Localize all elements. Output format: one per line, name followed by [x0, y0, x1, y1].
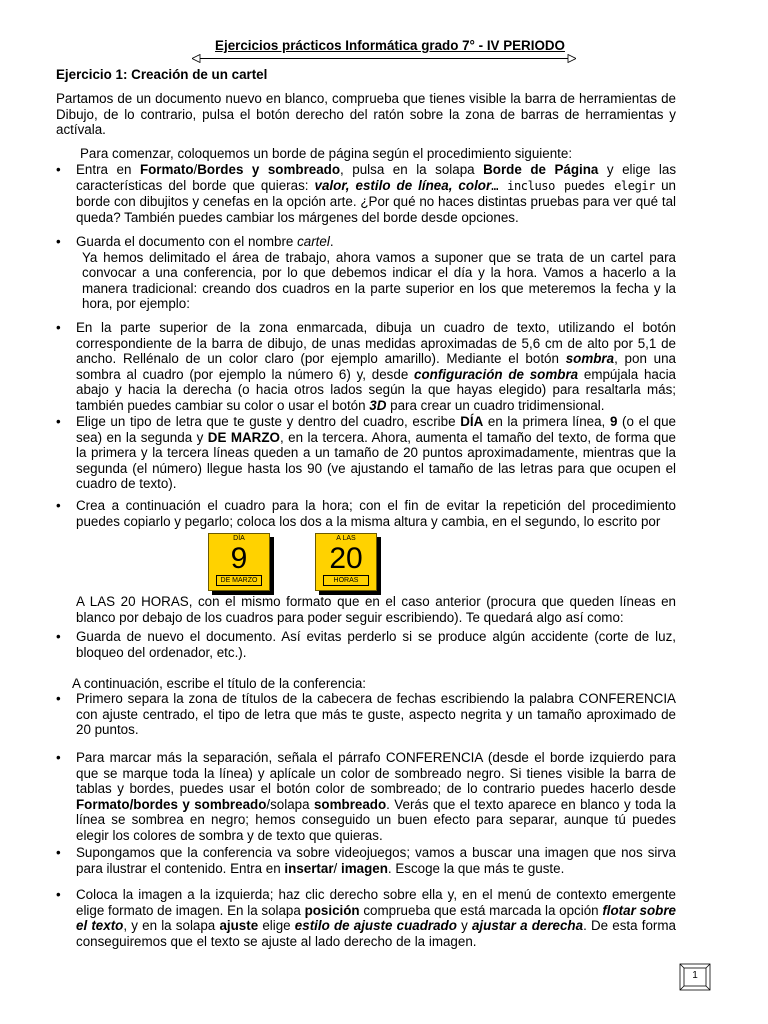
- after-boxes-paragraph: A LAS 20 HORAS, con el mismo formato que en el caso anterior (procura que queden líneas en blanco por debajo de los cuadros para poder seguir escribiendo). Te quedará algo así como:: [76, 594, 676, 625]
- list-item: [56, 414, 676, 492]
- bullet-icon: •: [56, 629, 61, 644]
- title-double-arrow: [192, 54, 576, 63]
- hour-box-bottom-label: HORAS: [323, 575, 369, 586]
- day-box: [208, 533, 270, 591]
- hour-box-number: 20: [329, 542, 363, 575]
- list-item-text: Entra en Formato/Bordes y sombreado, pulsa en la solapa Borde de Página y elige las características del borde que quieras: valor, estilo de línea, color… incluso puedes elegir un borde con dibujitos y cenefas en la opción arte. ¿Por qué no haces distintas pruebas para ver qué tal queda? También puedes cambiar los márgenes del borde desde opciones.: [76, 162, 677, 225]
- bullet-icon: •: [56, 320, 61, 335]
- hour-box-top-label: A LAS: [336, 535, 356, 542]
- bullet-icon: •: [56, 691, 61, 706]
- hour-box: [315, 533, 377, 591]
- list-item-text: Supongamos que la conferencia va sobre videojuegos; vamos a buscar una imagen que nos sirva para ilustrar el contenido. Entra en insertar/ imagen. Escoge la que más te guste.: [76, 845, 676, 876]
- list-item-text: En la parte superior de la zona enmarcada, dibuja un cuadro de texto, utilizando el botón correspondiente de la barra de dibujo, de unas medidas aproximadas de 5,6 cm de alto por 5,1 de ancho. Rellénalo de un color claro (por ejemplo amarillo). Mediante el botón sombra, pon una sombra al cuadro (por ejemplo la número 6) y, desde configuración de sombra empújala hacia abajo y hacia la derecha (o hacia otros lados según la que hayas elegido) para resaltarla más; también puedes cambiar su color o usar el botón 3D para crear un cuadro tridimensional.: [76, 320, 676, 413]
- document-title: Ejercicios prácticos Informática grado 7° - IV PERIODO: [215, 38, 565, 53]
- page-number: 1: [692, 970, 698, 981]
- lead-title-paragraph: A continuación, escribe el título de la conferencia:: [72, 676, 367, 691]
- list-item-text: Crea a continuación el cuadro para la hora; con el fin de evitar la repetición del procedimiento puedes copiarlo y pegarlo; coloca los dos a la misma altura y cambia, en el segundo, lo escrito por: [76, 498, 676, 529]
- list-item-text: Para marcar más la separación, señala el párrafo CONFERENCIA (desde el borde izquierdo para que se marque toda la línea) y aplícale un color de sombreado negro. Si tienes visible la barra de tablas y bordes, puedes usar el botón color de sombreado; de lo contrario puedes hacerlo desde Formato/bordes y sombreado/solapa sombreado. Verás que el texto aparece en blanco y toda la línea se sombrea en negro; hemos conseguido un buen efecto para separar, aunque tú puedes elegir los colores de sombra y de texto que quieras.: [76, 750, 676, 843]
- list-item-text: Primero separa la zona de títulos de la cabecera de fechas escribiendo la palabra CONFERENCIA con ajuste centrado, el tipo de letra que más te guste, aspecto negrita y un tamaño aproximado de 20 puntos.: [76, 691, 676, 738]
- list-item-text: Coloca la imagen a la izquierda; haz clic derecho sobre ella y, en el menú de contexto emergente elige formato de imagen. En la solapa posición comprueba que está marcada la opción flotar sobre el texto, y en la solapa ajuste elige estilo de ajuste cuadrado y ajustar a derecha. De esta forma conseguiremos que el texto se ajuste al lado derecho de la imagen.: [76, 887, 676, 949]
- list-item-text: Guarda el documento con el nombre cartel. Ya hemos delimitado el área de trabajo, ahora vamos a suponer que se trata de un cartel para convocar a una conferencia, por lo que debemos indicar el día y la hora. Vamos a hacerlo a la manera tradicional: creando dos cuadros en la parte superior en los que meteremos la fecha y la hora, por ejemplo:: [76, 234, 676, 312]
- bullet-icon: •: [56, 887, 61, 902]
- bullet-icon: •: [56, 845, 61, 860]
- exercise-title: Ejercicio 1: Creación de un cartel: [56, 67, 268, 82]
- list-item-text: Elige un tipo de letra que te guste y dentro del cuadro, escribe DÍA en la primera línea, 9 (o el que sea) en la segunda y DE MARZO, en la tercera. Ahora, aumenta el tamaño del texto, de forma que la primera y la tercera líneas queden a un tamaño de 20 puntos aproximadamente, mientras que la segunda (el número) llegue hasta los 90 (ve ajustando el tamaño de las letras para que ocupen el cuadro de texto).: [76, 414, 676, 492]
- day-box-number: 9: [230, 542, 248, 575]
- bullet-icon: •: [56, 162, 61, 177]
- bullet-icon: •: [56, 498, 61, 513]
- list-item: [56, 691, 676, 738]
- intro-paragraph: Partamos de un documento nuevo en blanco, comprueba que tienes visible la barra de herramientas de Dibujo, de lo contrario, pulsa el botón derecho del ratón sobre la zona de barras de herramientas y actívala.: [56, 91, 676, 138]
- list-item: [56, 162, 676, 225]
- list-item: [56, 320, 676, 414]
- list-item: [56, 498, 676, 529]
- list-item: [56, 750, 676, 844]
- bullet-icon: •: [56, 234, 61, 249]
- list-item: [56, 887, 676, 949]
- lead-border-paragraph: Para comenzar, coloquemos un borde de página según el procedimiento siguiente:: [80, 146, 573, 161]
- list-item: [56, 845, 676, 876]
- day-box-bottom-label: DE MARZO: [216, 575, 262, 586]
- list-item-text: Guarda de nuevo el documento. Así evitas perderlo si se produce algún accidente (corte de luz, bloqueo del ordenador, etc.).: [76, 629, 676, 660]
- bullet-icon: •: [56, 750, 61, 765]
- list-item: [56, 234, 676, 312]
- list-item: [56, 629, 676, 660]
- day-box-top-label: DÍA: [233, 535, 245, 542]
- bullet-icon: •: [56, 414, 61, 429]
